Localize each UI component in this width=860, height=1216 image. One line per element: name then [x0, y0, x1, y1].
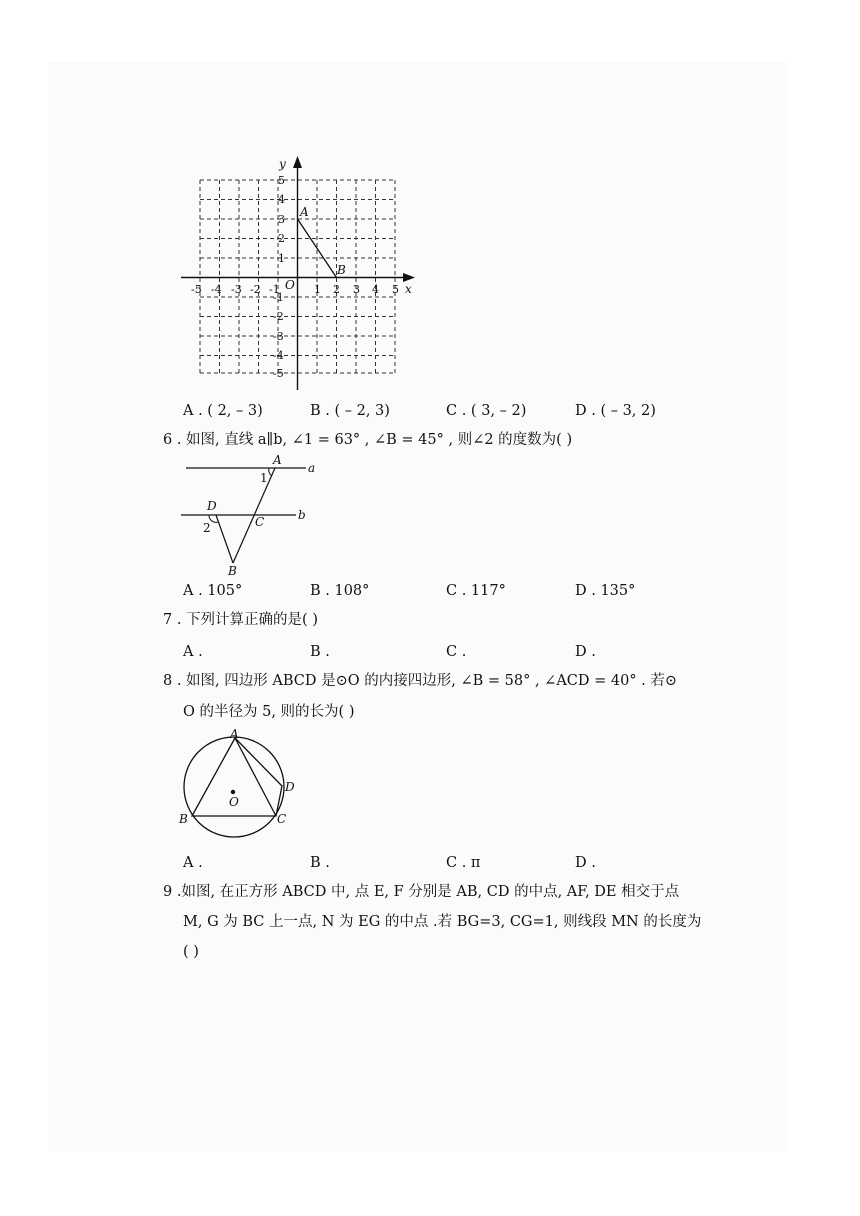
q5-option-c: C . ( 3, – 2) [446, 403, 527, 419]
q8-stem-line2: O 的半径为 5, 则的长为( ) [183, 704, 355, 720]
q5-point-b-label: B [337, 263, 346, 277]
y-tick: 1 [278, 252, 285, 265]
y-tick: -2 [273, 310, 284, 323]
q8-diagonal-ac [235, 738, 276, 816]
q5-point-a-label: A [300, 205, 309, 219]
q8-circle-o [184, 737, 287, 837]
q9-line3: ( ) [183, 944, 199, 960]
q8-option-b: B . [310, 855, 330, 871]
y-tick: -4 [273, 349, 284, 362]
q8-circle-figure [170, 728, 310, 856]
q6-label-1: 1 [260, 471, 268, 485]
q6-label-a-line: a [308, 461, 316, 475]
q8-option-d: D . [575, 855, 596, 871]
q5-origin-label: O [285, 278, 295, 292]
y-tick: 4 [278, 193, 285, 206]
q8-stem-line1: 8 . 如图, 四边形 ABCD 是⊙O 的内接四边形, ∠B = 58° , ∠ACD = 40° . 若⊙ [163, 673, 678, 689]
q6-label-a-point: A [273, 453, 282, 467]
q6-label-b-line: b [298, 508, 306, 522]
q8-label-b: B [179, 812, 188, 826]
q5-segment-ab [298, 219, 337, 278]
q7-option-a: A . [183, 644, 203, 660]
q9-line2: M, G 为 BC 上一点, N 为 EG 的中点 .若 BG=3, CG=1, 则线段 MN 的长度为 [183, 914, 702, 930]
q6-option-a: A . 105° [183, 583, 243, 599]
y-tick: -3 [273, 330, 284, 343]
y-tick: 5 [278, 174, 285, 187]
x-tick: 1 [314, 283, 321, 296]
x-tick: 2 [333, 283, 340, 296]
q7-stem: 7 . 下列计算正确的是( ) [163, 612, 318, 628]
q8-label-o: O [229, 795, 239, 809]
q5-option-a: A . ( 2, – 3) [183, 403, 263, 419]
q8-option-c: C . π [446, 855, 481, 871]
q7-option-b: B . [310, 644, 330, 660]
y-tick: -5 [273, 367, 284, 380]
q5-coordinate-figure [175, 150, 425, 400]
q6-label-d: D [207, 499, 217, 513]
q8-label-c: C [277, 812, 287, 826]
q8-option-a: A . [183, 855, 203, 871]
x-tick: -1 [269, 283, 280, 296]
q8-label-d: D [285, 780, 295, 794]
q5-option-d: D . ( – 3, 2) [575, 403, 656, 419]
q8-center-dot [231, 790, 235, 794]
x-tick: -5 [191, 283, 202, 296]
x-tick: -2 [250, 283, 261, 296]
q5-x-label: x [405, 282, 412, 296]
x-tick: -3 [231, 283, 242, 296]
q7-option-c: C . [446, 644, 467, 660]
q6-parallel-lines-figure [178, 452, 328, 578]
y-tick: -1 [273, 291, 284, 304]
x-tick: 4 [372, 283, 379, 296]
q6-label-2: 2 [203, 521, 211, 535]
q5-y-arrow-icon [293, 156, 302, 168]
q6-stem: 6 . 如图, 直线 a∥b, ∠1 = 63° , ∠B = 45° , 则∠2 的度数为( ) [163, 432, 573, 448]
q6-option-c: C . 117° [446, 583, 506, 599]
q6-label-c: C [255, 515, 265, 529]
q5-y-label: y [279, 157, 286, 171]
q5-x-tick-labels [191, 283, 399, 296]
x-tick: -4 [211, 283, 222, 296]
q9-line1: 9 .如图, 在正方形 ABCD 中, 点 E, F 分别是 AB, CD 的中点, AF, DE 相交于点 [163, 884, 680, 900]
x-tick: 3 [353, 283, 360, 296]
y-tick: 3 [278, 213, 285, 226]
x-tick: 5 [392, 283, 399, 296]
q8-label-a: A [230, 728, 239, 741]
q7-option-d: D . [575, 644, 596, 660]
q6-option-d: D . 135° [575, 583, 636, 599]
q5-option-b: B . ( – 2, 3) [310, 403, 390, 419]
q6-segment-db [216, 515, 233, 563]
y-tick: 2 [278, 232, 285, 245]
q5-x-arrow-icon [403, 273, 415, 282]
q6-option-b: B . 108° [310, 583, 370, 599]
q6-label-b-point: B [228, 564, 237, 578]
